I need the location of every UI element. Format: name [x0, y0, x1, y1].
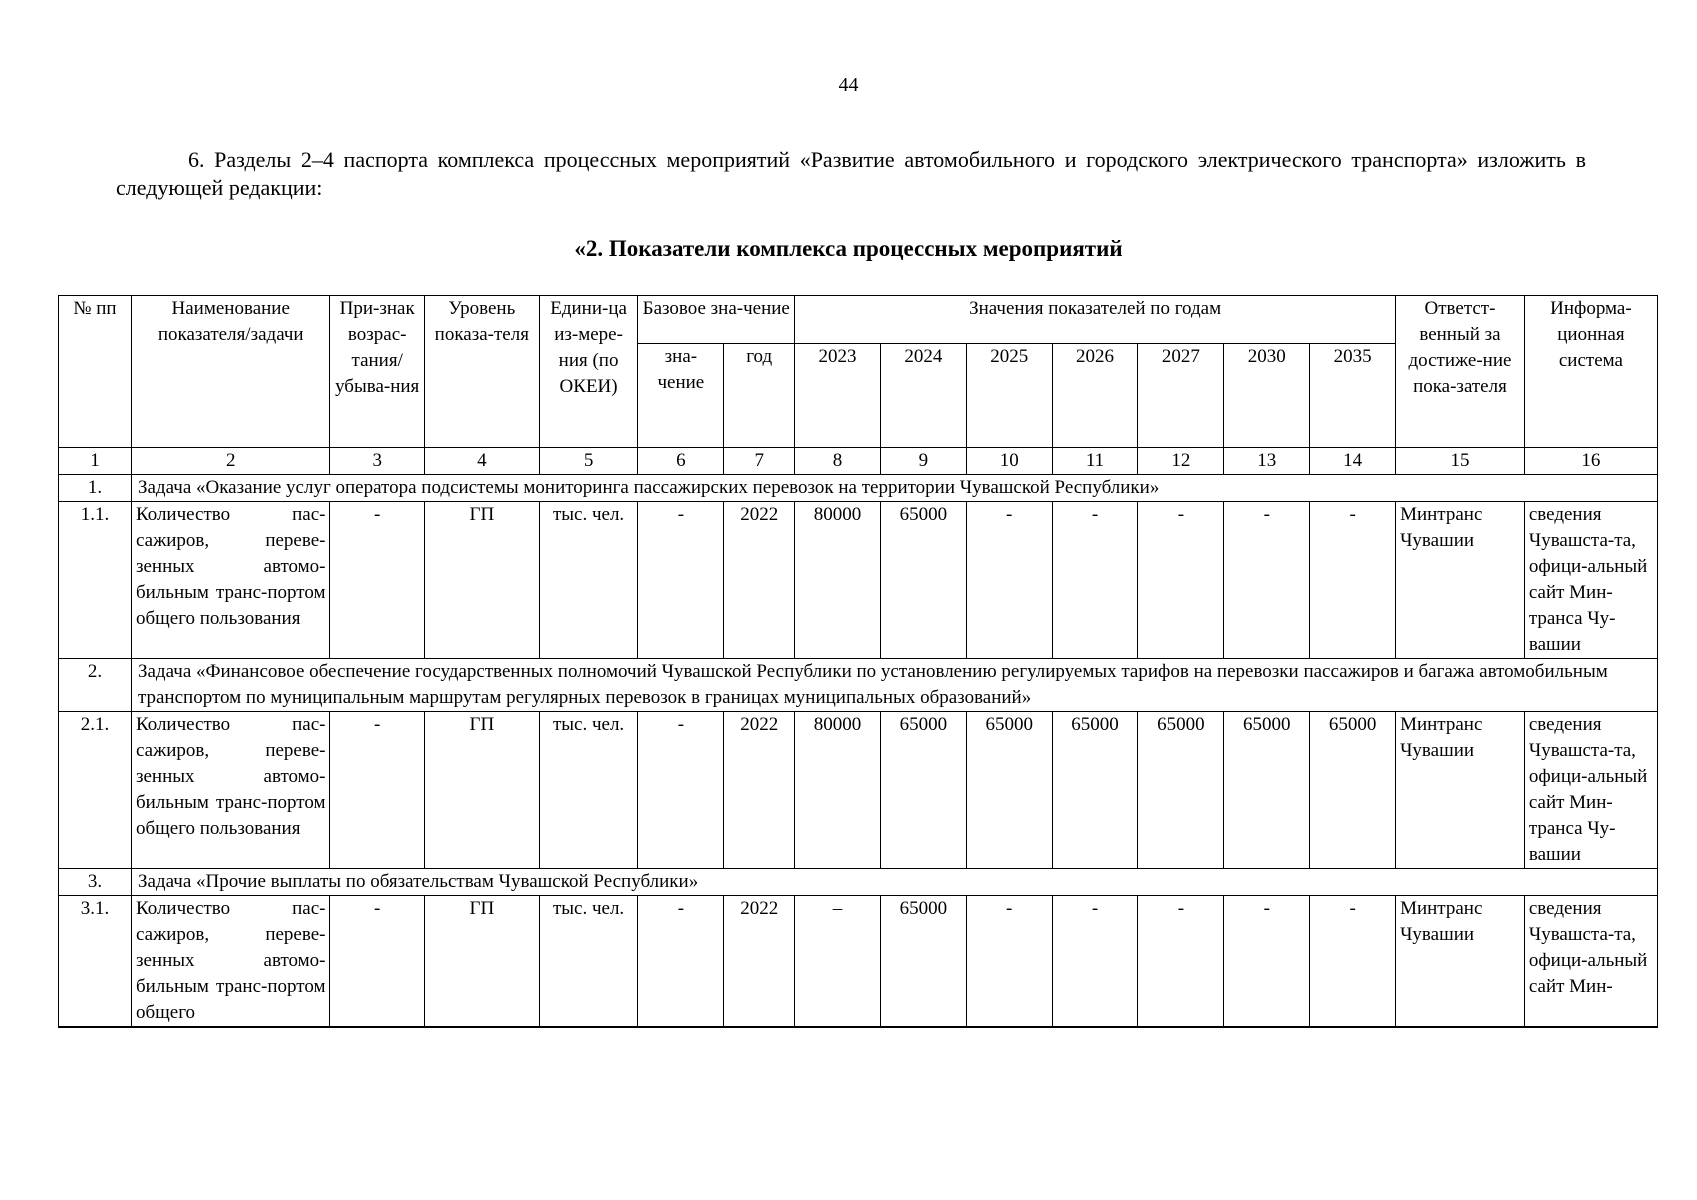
indicator-year-value: - [1052, 502, 1138, 659]
indicator-unit: тыс. чел. [539, 896, 638, 1028]
column-number: 12 [1138, 448, 1224, 475]
header-years-group: Значения показателей по годам [795, 296, 1396, 344]
task-row [59, 869, 1658, 896]
indicator-level: ГП [424, 896, 539, 1028]
column-number: 6 [638, 448, 724, 475]
indicator-year-value: 65000 [1052, 712, 1138, 869]
indicator-responsible: Минтранс Чувашии [1396, 712, 1525, 869]
indicator-responsible: Минтранс Чувашии [1396, 502, 1525, 659]
indicator-base-value: - [638, 712, 724, 869]
indicator-year-value: - [1224, 502, 1310, 659]
header-base: Базовое зна-чение [638, 296, 795, 344]
indicator-sign: - [330, 502, 424, 659]
indicator-year-value: - [1052, 896, 1138, 1028]
header-base-value: зна-чение [638, 344, 724, 448]
indicator-year-value: - [1224, 896, 1310, 1028]
indicator-year-value: 65000 [880, 712, 966, 869]
header-year: 2023 [795, 344, 881, 448]
indicator-base-year: 2022 [724, 712, 795, 869]
indicator-year-value: - [1310, 896, 1396, 1028]
indicator-year-value: 80000 [795, 712, 881, 869]
header-year: 2025 [966, 344, 1052, 448]
column-number: 9 [880, 448, 966, 475]
indicator-base-value: - [638, 502, 724, 659]
header-level: Уровень показа-теля [424, 296, 539, 448]
indicator-year-value: 65000 [1138, 712, 1224, 869]
column-number: 11 [1052, 448, 1138, 475]
indicator-row [59, 896, 1658, 1028]
indicator-name: Количество пас-сажиров, переве-зенных автомо-бильным транс-портом общего [131, 896, 330, 1028]
indicator-year-value: - [966, 502, 1052, 659]
task-title: Задача «Финансовое обеспечение государственных полномочий Чувашской Республики по установлению регулируемых тарифов на перевозки пассажиров и багажа автомобильным транспортом по муниципальным маршрутам регулярных перевозок в границах муниципальных образований» [131, 659, 1657, 712]
column-number: 8 [795, 448, 881, 475]
indicator-level: ГП [424, 712, 539, 869]
task-row [59, 659, 1658, 712]
header-year: 2030 [1224, 344, 1310, 448]
header-info: Информа-ционная система [1524, 296, 1657, 448]
header-unit: Едини-ца из-мере-ния (по ОКЕИ) [539, 296, 638, 448]
indicator-number: 2.1. [59, 712, 132, 869]
header-responsible: Ответст-венный за достиже-ние пока-зателя [1396, 296, 1525, 448]
indicator-year-value: - [1310, 502, 1396, 659]
header-year: 2027 [1138, 344, 1224, 448]
indicator-row [59, 712, 1658, 869]
indicator-year-value: - [966, 896, 1052, 1028]
task-number: 3. [59, 869, 132, 896]
section-title: «2. Показатели комплекса процессных мероприятий [574, 236, 1123, 261]
header-base-year: год [724, 344, 795, 448]
indicator-info-system: сведения Чувашста-та, офици-альный сайт Мин- [1524, 896, 1657, 1028]
column-number: 10 [966, 448, 1052, 475]
column-number: 2 [131, 448, 330, 475]
indicator-number: 3.1. [59, 896, 132, 1028]
column-number: 7 [724, 448, 795, 475]
column-number: 1 [59, 448, 132, 475]
indicator-unit: тыс. чел. [539, 712, 638, 869]
column-number: 15 [1396, 448, 1525, 475]
task-number: 1. [59, 475, 132, 502]
header-name: Наименование показателя/задачи [131, 296, 330, 448]
indicator-year-value: 65000 [1224, 712, 1310, 869]
indicator-base-year: 2022 [724, 502, 795, 659]
table-header [59, 296, 1658, 448]
indicator-name: Количество пас-сажиров, переве-зенных автомо-бильным транс-портом общего пользования [131, 502, 330, 659]
indicator-responsible: Минтранс Чувашии [1396, 896, 1525, 1028]
indicator-year-value: 80000 [795, 502, 881, 659]
indicator-base-value: - [638, 896, 724, 1028]
column-number: 5 [539, 448, 638, 475]
indicators-table [58, 295, 1658, 1028]
page-number: 44 [838, 74, 859, 96]
header-year: 2024 [880, 344, 966, 448]
indicator-base-year: 2022 [724, 896, 795, 1028]
indicator-row [59, 502, 1658, 659]
intro-paragraph: 6. Разделы 2–4 паспорта комплекса процессных мероприятий «Развитие автомобильного и городского электрического транспорта» изложить в следующей редакции: [116, 147, 1586, 200]
indicator-sign: - [330, 712, 424, 869]
indicator-year-value: 65000 [880, 896, 966, 1028]
indicator-number: 1.1. [59, 502, 132, 659]
column-number: 14 [1310, 448, 1396, 475]
task-row [59, 475, 1658, 502]
indicator-info-system: сведения Чувашста-та, офици-альный сайт Мин-транса Чу-вашии [1524, 502, 1657, 659]
task-title: Задача «Прочие выплаты по обязательствам Чувашской Республики» [131, 869, 1657, 896]
indicator-info-system: сведения Чувашста-та, офици-альный сайт Мин-транса Чу-вашии [1524, 712, 1657, 869]
task-title: Задача «Оказание услуг оператора подсистемы мониторинга пассажирских перевозок на территории Чувашской Республики» [131, 475, 1657, 502]
indicator-year-value: 65000 [966, 712, 1052, 869]
indicator-year-value: 65000 [1310, 712, 1396, 869]
indicator-year-value: – [795, 896, 881, 1028]
indicator-year-value: - [1138, 896, 1224, 1028]
header-year: 2035 [1310, 344, 1396, 448]
header-year: 2026 [1052, 344, 1138, 448]
column-number: 13 [1224, 448, 1310, 475]
indicator-level: ГП [424, 502, 539, 659]
header-sign: При-знак возрас-тания/ убыва-ния [330, 296, 424, 448]
column-number: 3 [330, 448, 424, 475]
indicator-year-value: - [1138, 502, 1224, 659]
header-num: № пп [59, 296, 132, 448]
indicator-sign: - [330, 896, 424, 1028]
task-number: 2. [59, 659, 132, 712]
column-number: 4 [424, 448, 539, 475]
indicator-name: Количество пас-сажиров, переве-зенных автомо-бильным транс-портом общего пользования [131, 712, 330, 869]
indicator-year-value: 65000 [880, 502, 966, 659]
column-number: 16 [1524, 448, 1657, 475]
column-number-row [59, 448, 1658, 475]
indicator-unit: тыс. чел. [539, 502, 638, 659]
